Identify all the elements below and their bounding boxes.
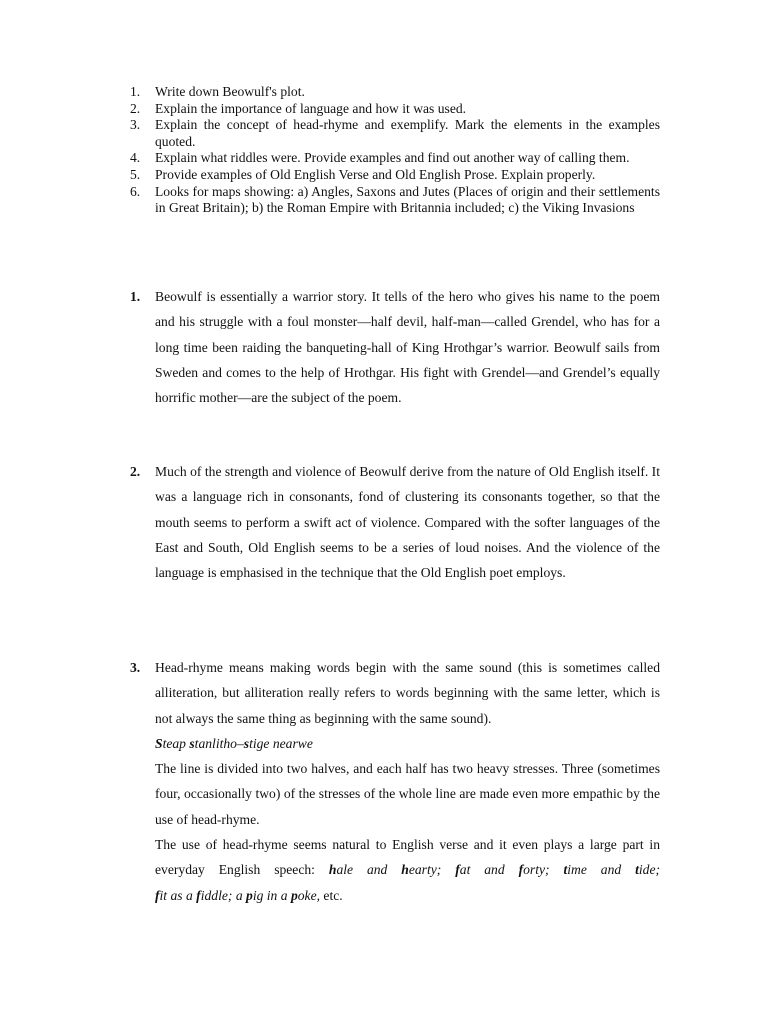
answer-1 xyxy=(130,284,660,410)
question-item xyxy=(130,84,660,101)
answer-paragraph: The use of head-rhyme seems natural to English verse and it even plays a large part in everyday English speech: hale and hearty; fat and forty; time and tide; fit as a fiddle; a pig in a poke, etc. xyxy=(155,837,661,903)
question-item xyxy=(130,167,660,184)
question-text: Explain the importance of language and how it was used. xyxy=(155,100,467,116)
example-phrase: fit as a fiddle; xyxy=(155,887,236,903)
question-item xyxy=(130,101,660,118)
answer-paragraph: Head-rhyme means making words begin with the same sound (this is sometimes called alliteration, but alliteration really refers to words beginning with the same letter, which is not always the same thing as beginning with the same sound). xyxy=(155,660,660,726)
question-item xyxy=(130,150,660,167)
answer-paragraph: Much of the strength and violence of Beowulf derive from the nature of Old English itself. It was a language rich in consonants, fond of clustering its consonants together, so that the mouth seems to perform a swift act of violence. Compared with the softer languages of the East and South, Old English seems to be a series of loud noises. And the violence of the language is emphasised in the technique that the Old English poet employs. xyxy=(155,464,660,581)
question-number: 4. xyxy=(130,150,141,166)
answer-number: 3. xyxy=(130,660,141,675)
question-text: Explain the concept of head-rhyme and exemplify. Mark the elements in the examples quoted. xyxy=(155,117,660,149)
question-number: 3. xyxy=(130,117,141,133)
question-text: Explain what riddles were. Provide examples and find out another way of calling them. xyxy=(155,150,630,166)
question-number: 2. xyxy=(130,100,141,116)
example-phrase: time and tide; xyxy=(563,862,661,878)
answer-number: 1. xyxy=(130,289,141,304)
question-text: Looks for maps showing: a) Angles, Saxons and Jutes (Places of origin and their settlements in Great Britain); b) the Roman Empire with Britannia included; c) the Viking Invasions xyxy=(155,183,660,216)
answer-3 xyxy=(130,655,660,908)
answer-paragraph: The line is divided into two halves, and each half has two heavy stresses. Three (sometimes four, occasionally two) of the stresses of the whole line are made even more empathic by the use of head-rhyme. xyxy=(155,761,660,827)
question-item xyxy=(130,117,660,150)
question-list xyxy=(130,84,660,217)
answer-paragraph: Beowulf is essentially a warrior story. It tells of the hero who gives his name to the poem and his struggle with a foul monster—half devil, half-man—called Grendel, who has for a long time been raiding the banqueting-hall of King Hrothgar’s warrior. Beowulf sails from Sweden and comes to the help of Hrothgar. His fight with Grendel—and Grendel’s equally horrific mother—are the subject of the poem. xyxy=(155,289,660,406)
question-number: 5. xyxy=(130,166,141,182)
question-text: Write down Beowulf's plot. xyxy=(155,84,305,99)
question-text: Provide examples of Old English Verse and Old English Prose. Explain properly. xyxy=(155,166,596,182)
verse-example: Steap stanlitho–stige nearwe xyxy=(155,735,313,751)
question-number: 6. xyxy=(130,183,141,199)
answer-number: 2. xyxy=(130,464,141,479)
question-item xyxy=(130,184,660,217)
example-phrase: a pig in a poke, xyxy=(235,887,321,903)
example-phrase: hale and hearty; xyxy=(328,862,456,878)
question-number: 1. xyxy=(130,84,141,99)
example-phrase: fat and forty; xyxy=(455,862,564,878)
answer-2 xyxy=(130,459,660,585)
